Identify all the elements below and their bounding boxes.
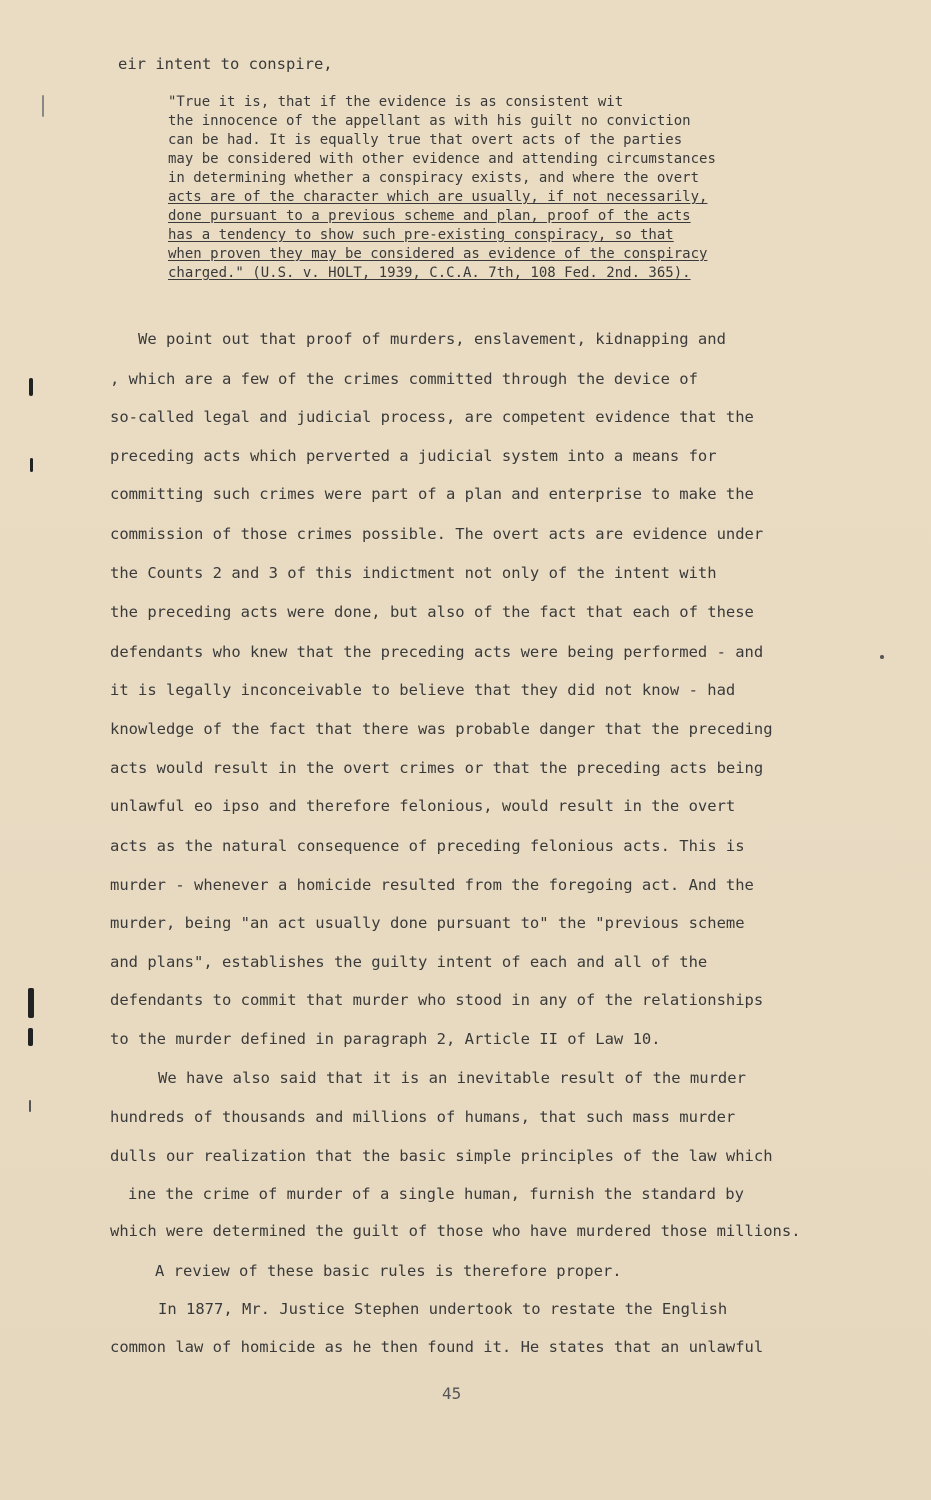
margin-mark <box>42 95 44 117</box>
body-line: to the murder defined in paragraph 2, Article II of Law 10. <box>110 1030 661 1048</box>
body-line: A review of these basic rules is therefore proper. <box>155 1262 622 1280</box>
body-line: preceding acts which perverted a judicial system into a means for <box>110 447 717 465</box>
body-line: defendants who knew that the preceding acts were being performed - and <box>110 643 764 661</box>
body-line: hundreds of thousands and millions of humans, that such mass murder <box>110 1108 736 1126</box>
margin-mark <box>29 378 33 396</box>
margin-mark <box>28 988 34 1018</box>
body-line: We have also said that it is an inevitable result of the murder <box>158 1069 746 1087</box>
body-line: In 1877, Mr. Justice Stephen undertook to restate the English <box>158 1300 728 1318</box>
margin-mark <box>29 1100 31 1112</box>
quote-line: the innocence of the appellant as with his guilt no conviction <box>168 113 691 129</box>
body-line: and plans", establishes the guilty intent of each and all of the <box>110 953 708 971</box>
quote-line: when proven they may be considered as evidence of the conspiracy <box>168 246 708 262</box>
body-line: We point out that proof of murders, enslavement, kidnapping and <box>138 330 726 348</box>
body-line: ine the crime of murder of a single human, furnish the standard by <box>128 1185 744 1203</box>
body-line: unlawful eo ipso and therefore felonious, would result in the overt <box>110 797 736 815</box>
body-line: common law of homicide as he then found it. He states that an unlawful <box>110 1338 764 1356</box>
body-line: murder - whenever a homicide resulted from the foregoing act. And the <box>110 876 754 894</box>
body-line: acts as the natural consequence of preceding felonious acts. This is <box>110 837 745 855</box>
body-line: acts would result in the overt crimes or that the preceding acts being <box>110 759 764 777</box>
body-line: it is legally inconceivable to believe that they did not know - had <box>110 681 736 699</box>
body-line: murder, being "an act usually done pursuant to" the "previous scheme <box>110 914 745 932</box>
body-line: committing such crimes were part of a plan and enterprise to make the <box>110 485 754 503</box>
quote-line: in determining whether a conspiracy exists, and where the overt <box>168 170 700 186</box>
quote-line: done pursuant to a previous scheme and plan, proof of the acts <box>168 208 691 224</box>
quote-line: "True it is, that if the evidence is as consistent wit <box>168 94 624 110</box>
margin-mark <box>28 1028 33 1046</box>
page-number: 45 <box>442 1384 462 1403</box>
body-line: defendants to commit that murder who stood in any of the relationships <box>110 991 764 1009</box>
speck <box>880 655 884 659</box>
margin-mark <box>30 458 33 472</box>
body-line: commission of those crimes possible. The overt acts are evidence under <box>110 525 764 543</box>
body-line: knowledge of the fact that there was probable danger that the preceding <box>110 720 773 738</box>
quote-line: may be considered with other evidence and attending circumstances <box>168 151 716 167</box>
body-line: so-called legal and judicial process, are competent evidence that the <box>110 408 754 426</box>
quote-line: acts are of the character which are usually, if not necessarily, <box>168 189 708 205</box>
quote-line: has a tendency to show such pre-existing conspiracy, so that <box>168 227 674 243</box>
body-line: the Counts 2 and 3 of this indictment not only of the intent with <box>110 564 717 582</box>
body-line: the preceding acts were done, but also of the fact that each of these <box>110 603 754 621</box>
body-line: dulls our realization that the basic simple principles of the law which <box>110 1147 773 1165</box>
quote-line: charged." (U.S. v. HOLT, 1939, C.C.A. 7th, 108 Fed. 2nd. 365). <box>168 265 691 281</box>
body-line: , which are a few of the crimes committed through the device of <box>110 370 698 388</box>
body-line: which were determined the guilt of those who have murdered those millions. <box>110 1222 801 1240</box>
quote-line: can be had. It is equally true that overt acts of the parties <box>168 132 683 148</box>
heading-fragment: eir intent to conspire, <box>118 55 333 73</box>
